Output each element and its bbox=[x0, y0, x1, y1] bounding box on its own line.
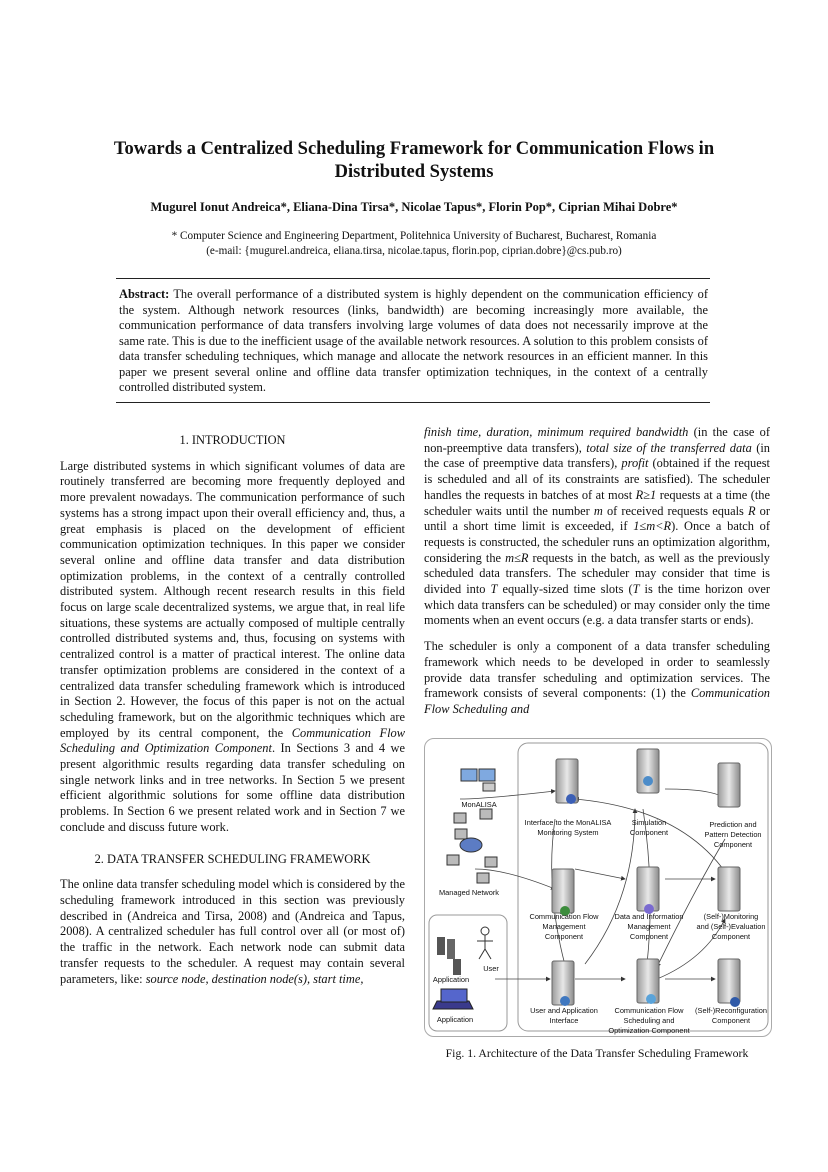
svg-text:Simulation: Simulation bbox=[631, 818, 667, 827]
emails: (e-mail: {mugurel.andreica, eliana.tirsa, nicolae.tapus, florin.pop, ciprian.dobre}@cs.pub.ro) bbox=[206, 244, 622, 257]
diagram-labels bbox=[433, 800, 767, 1035]
svg-text:Pattern Detection: Pattern Detection bbox=[704, 830, 762, 839]
svg-text:Monitoring System: Monitoring System bbox=[537, 828, 599, 837]
svg-text:Component: Component bbox=[711, 1016, 751, 1025]
server-icons bbox=[552, 749, 740, 1007]
svg-text:MonALISA: MonALISA bbox=[461, 800, 497, 809]
clients-panel bbox=[429, 915, 507, 1031]
title-line-2: Distributed Systems bbox=[334, 162, 494, 182]
svg-text:Management: Management bbox=[542, 922, 586, 931]
svg-text:Communication Flow: Communication Flow bbox=[529, 912, 599, 921]
framework-paragraph-2: The scheduler is only a component of a data transfer scheduling framework which needs to be developed in order to seamlessly provide data transfer scheduling and optimization services. The framework consists of several components: (1) the Communication Flow Scheduling and bbox=[424, 639, 770, 716]
svg-text:Communication Flow: Communication Flow bbox=[614, 1006, 684, 1015]
gear-icon bbox=[643, 776, 653, 786]
svg-text:and (Self-)Evaluation: and (Self-)Evaluation bbox=[696, 922, 766, 931]
user-icon bbox=[481, 927, 489, 935]
abstract-top-rule bbox=[116, 278, 710, 279]
svg-text:(Self-)Monitoring: (Self-)Monitoring bbox=[703, 912, 759, 921]
svg-text:Application: Application bbox=[436, 1015, 474, 1024]
monalisa-computers-icon bbox=[461, 769, 495, 791]
svg-text:Interface: Interface bbox=[549, 1016, 579, 1025]
architecture-figure bbox=[424, 738, 772, 1037]
framework-paragraph-1-cont: finish time, duration, minimum required bandwidth (in the case of non-preemptive data transfers), total size of the transferred data (in the case of preemptive data transfers), profit (obtained if the request is scheduled and all of its constraints are satisfied). The scheduler handles the requests in batches of at most R≥1 requests at a time (the scheduler waits until the number m of received requests equals R or until a short time limit is exceeded, if 1≤m<R). Once a batch of requests is constructed, the scheduler runs an optimization algorithm, considering the m≤R requests in the batch, as well as the previously scheduled data transfers. The scheduler may consider that time is divided into T equally-sized time slots (T is the time horizon over which data transfers can be scheduled) or may consider only the time moments when an event occurs (e.g. a data transfer starts or ends). bbox=[424, 425, 771, 628]
svg-text:Component: Component bbox=[713, 840, 753, 849]
managed-network-icon bbox=[447, 809, 497, 883]
intro-paragraph: Large distributed systems in which significant volumes of data are routinely transferred are becoming more frequently deployed and more prevalent nowadays. The communication performance of such systems has a strong impact upon their overall efficiency and, thus, a great emphasis is placed on the development of efficient communication optimization techniques. In this paper we consider several online and offline data transfer and data distribution optimization problems, in the context of a centrally controlled distributed system. Although recent research results in this field focus on large scale decentralized systems, we argue that, in real life situations, these systems are actually composed of multiple centrally controlled distributed systems and, thus, focusing on systems with centralized control is a matter of practical interest. The online data transfer optimization problems are considered in the context of a centralized data transfer scheduling framework which is introduced in Section 2. However, the focus of this paper is not on the actual scheduling framework, but on the algorithmic techniques which are employed by its central component, the Communication Flow Scheduling and Optimization Component. In Sections 3 and 4 we present algorithmic results regarding data transfer scheduling on single network links and in tree networks. In Section 5 we present efficient algorithmic solutions for some offline data distribution problems. In Section 6 we present related work and in Section 7 we conclude and discuss future work. bbox=[60, 458, 405, 834]
section-heading-framework: 2. DATA TRANSFER SCHEDULING FRAMEWORK bbox=[94, 851, 371, 866]
server-cfm bbox=[552, 869, 574, 913]
server-simulation bbox=[637, 749, 659, 793]
svg-text:Optimization Component: Optimization Component bbox=[608, 1026, 690, 1035]
svg-text:Prediction and: Prediction and bbox=[709, 820, 757, 829]
right-column bbox=[424, 425, 770, 718]
authors: Mugurel Ionut Andreica*, Eliana-Dina Tirsa*, Nicolae Tapus*, Florin Pop*, Ciprian Mihai Dobre* bbox=[150, 200, 678, 214]
paper-title bbox=[60, 138, 768, 184]
figure-caption: Fig. 1. Architecture of the Data Transfer Scheduling Framework bbox=[445, 1046, 749, 1060]
affiliation: * Computer Science and Engineering Department, Politehnica University of Bucharest, Bucharest, Romania bbox=[171, 230, 657, 242]
globe-icon bbox=[566, 794, 576, 804]
server-selfreconf bbox=[718, 959, 740, 1003]
svg-text:Component: Component bbox=[629, 932, 669, 941]
abstract-text: The overall performance of a distributed system is highly dependent on the communication efficiency of the system. Although network resources (links, bandwidth) are becoming increasingly more available, the communication performance of data transfers involving large volumes of data does not necessarily improve at the same rate. This is due to the inefficient usage of the available network resources. A solution to this problem consists of data transfer scheduling techniques, which manage and allocate the network resources in an efficient manner. In this paper we present several online and offline data transfer optimization techniques, in the context of a centrally controlled distributed system. bbox=[119, 287, 709, 394]
gear-icon bbox=[646, 994, 656, 1004]
svg-text:User and Application: User and Application bbox=[530, 1006, 598, 1015]
svg-text:Management: Management bbox=[627, 922, 671, 931]
title-line-1: Towards a Centralized Scheduling Framework for Communication Flows in bbox=[113, 139, 715, 159]
svg-text:Component: Component bbox=[544, 932, 584, 941]
affiliation-block bbox=[40, 229, 788, 258]
svg-text:Application: Application bbox=[432, 975, 470, 984]
server-selfmon bbox=[718, 867, 740, 911]
server-prediction bbox=[718, 763, 740, 807]
svg-text:Interface to the MonALISA: Interface to the MonALISA bbox=[524, 818, 612, 827]
svg-text:(Self-)Reconfiguration: (Self-)Reconfiguration bbox=[695, 1006, 767, 1015]
architecture-diagram bbox=[425, 739, 771, 1036]
abstract-label: Abstract: bbox=[119, 287, 170, 301]
abstract bbox=[119, 287, 708, 396]
section-heading-introduction: 1. INTRODUCTION bbox=[179, 433, 286, 447]
svg-text:Component: Component bbox=[629, 828, 669, 837]
svg-text:Component: Component bbox=[711, 932, 751, 941]
svg-text:User: User bbox=[483, 964, 499, 973]
framework-paragraph-1: The online data transfer scheduling model which is considered by the scheduling framework introduced in this section was previously described in (Andreica and Tirsa, 2008) and (Andreica and Tapus, 2008). A centralized scheduler has full control over all (or most of) the traffic in the network. Each network node can submit data transfer requests to the scheduler. A request may contain several parameters, like: source node, destination node(s), start time, bbox=[60, 877, 405, 986]
abstract-bottom-rule bbox=[116, 402, 710, 403]
globe-icon bbox=[560, 996, 570, 1006]
svg-text:Scheduling and: Scheduling and bbox=[623, 1016, 675, 1025]
svg-text:Data and Information: Data and Information bbox=[614, 912, 684, 921]
left-column bbox=[60, 433, 405, 987]
svg-text:Managed Network: Managed Network bbox=[439, 888, 499, 897]
